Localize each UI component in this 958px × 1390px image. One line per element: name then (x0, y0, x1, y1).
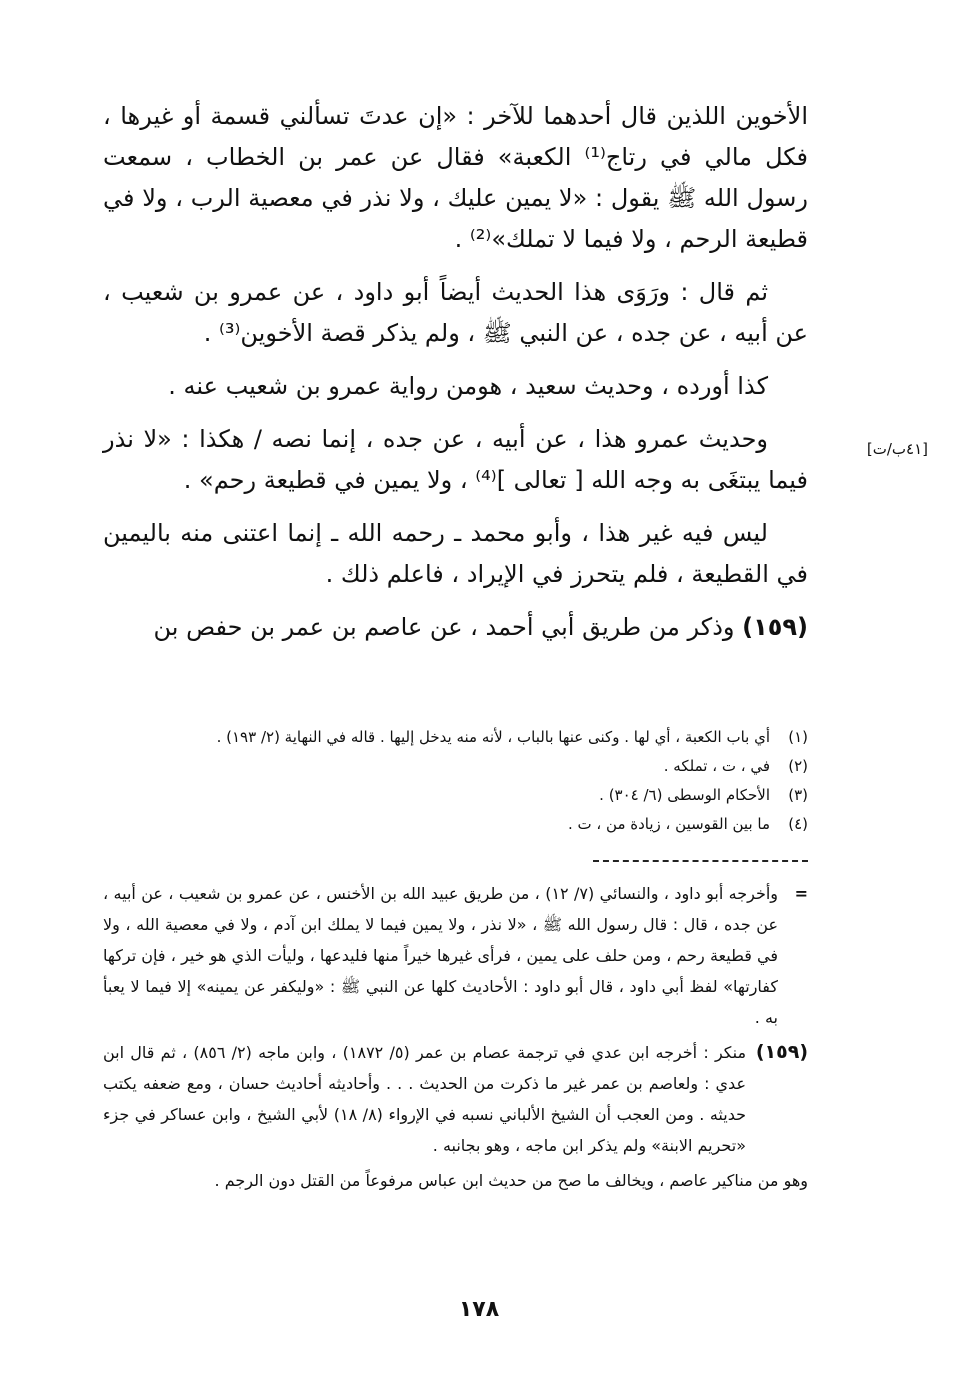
footnotes-section (148, 723, 808, 839)
main-text-body (103, 96, 808, 654)
commentary-hadith-text: منكر : أخرجه ابن عدي في ترجمة عصام بن عمر (٥/ ١٨٧٢) ، وابن ماجه (٢/ ٨٥٦) ، ثم قال ابن عدي : ولعاصم بن عمر غير ما ذكرت من الحديث . . . وأحاديثه أحاديث حسان ، ومع ضعفه يكتب حديثه . ومن العجب أن الشيخ الألباني نسبه في الإرواء (٨/ ١٨) لأبي الشيخ ، وابن عساكر في جزء «تحريم الابنة» ولم يذكر ابن ماجه ، وهو بجانبه . (103, 1043, 747, 1155)
paragraph-1: الأخوين اللذين قال أحدهما للآخر : «إن عدتَ تسألني قسمة أو غيرها ، فكل مالي في رتاج⁽¹⁾ الكعبة» فقال عن عمر بن الخطاب ، سمعت رسول الله ﷺ يقول : «لا يمين عليك ، ولا نذر في معصية الرب ، ولا في قطيعة الرحم ، ولا فيما لا تملك»⁽²⁾ . (103, 102, 809, 253)
page-number: ١٧٨ (458, 1297, 500, 1322)
paragraph-2: ثم قال : ورَوَى هذا الحديث أيضاً أبو داود ، عن عمرو بن شعيب ، عن أبيه ، عن جده ، عن النبي ﷺ ، ولم يذكر قصة الأخوين⁽³⁾ . (103, 278, 808, 347)
paragraph-4: وحديث عمرو هذا ، عن أبيه ، عن جده ، إنما نصه / هكذا : «لا نذر فيما يبتغَى به وجه الله [ تعالى ]⁽⁴⁾ ، ولا يمين في قطيعة رحم» . (103, 425, 808, 494)
footnote-number: (١) (788, 728, 808, 746)
footnote-text: الأحكام الوسطى (٦/ ٣٠٤) . (599, 786, 770, 804)
footnote-item (148, 810, 808, 839)
paragraph-6 (103, 607, 808, 648)
margin-manuscript-reference: [٤١ب/ت] (866, 440, 928, 458)
footnote-number: (٢) (788, 757, 808, 775)
paragraph-3: كذا أورده ، وحديث سعيد ، هومن رواية عمرو بن شعيب عنه . (168, 372, 768, 400)
commentary-last-line (103, 1165, 808, 1196)
footnote-number: (٤) (788, 815, 808, 833)
hadith-number: (١٥٩) (742, 613, 808, 641)
footnote-item (148, 781, 808, 810)
footnote-number: (٣) (788, 786, 808, 804)
footnote-text: ما بين القوسين ، زيادة من ، ت . (567, 815, 770, 833)
paragraph-5: ليس فيه غير هذا ، وأبو محمد ـ رحمه الله ـ إنما اعتنى منه باليمين في القطيعة ، فلم يتحرز في الإيراد ، فاعلم ذلك . (103, 519, 808, 588)
commentary-section (103, 878, 808, 1200)
footnote-item (148, 752, 808, 781)
commentary-hadith-number: (١٥٩) (755, 1041, 808, 1063)
commentary-last-line-text: وهو من مناكير عاصم ، ويخالف ما صح من حديث ابن عباس مرفوعاً من القتل دون الرجم . (214, 1171, 808, 1190)
paragraph-6-text: وذكر من طريق أبي أحمد ، عن عاصم بن عمر بن حفص بن (153, 613, 735, 641)
commentary-continuation (103, 878, 808, 1033)
footnote-item (148, 723, 808, 752)
continuation-text: وأخرجه أبو داود ، والنسائي (٧/ ١٢) ، من طريق عبيد الله بن الأخنس ، عن عمرو بن شعيب ، عن أبيه ، عن جده ، قال : قال رسول الله ﷺ ، «لا نذر ، ولا يمين فيما لا يملك ابن آدم ، ولا في معصية الله ، ولا في قطيعة رحم ، ومن حلف على يمين ، فرأى غيرها خيراً منها فليدعها ، وليأت الذي هو خير ، فإن تركها كفارتها» لفظ أبي داود ، قال أبو داود : الأحاديث كلها عن النبي ﷺ : «وليكفر عن يمينه» إلا فيما لا يعبأ به . (103, 884, 779, 1027)
footnote-divider (593, 860, 808, 862)
footnote-text: في ، ت ، تملكه . (663, 757, 770, 775)
footnote-text: أي باب الكعبة ، أي لها . وكنى عنها بالباب ، لأنه منه يدخل إليها . قاله في النهاية (٢/ ١٩٣) . (216, 728, 770, 746)
commentary-hadith-159 (103, 1037, 808, 1161)
continuation-marker: = (794, 884, 808, 903)
